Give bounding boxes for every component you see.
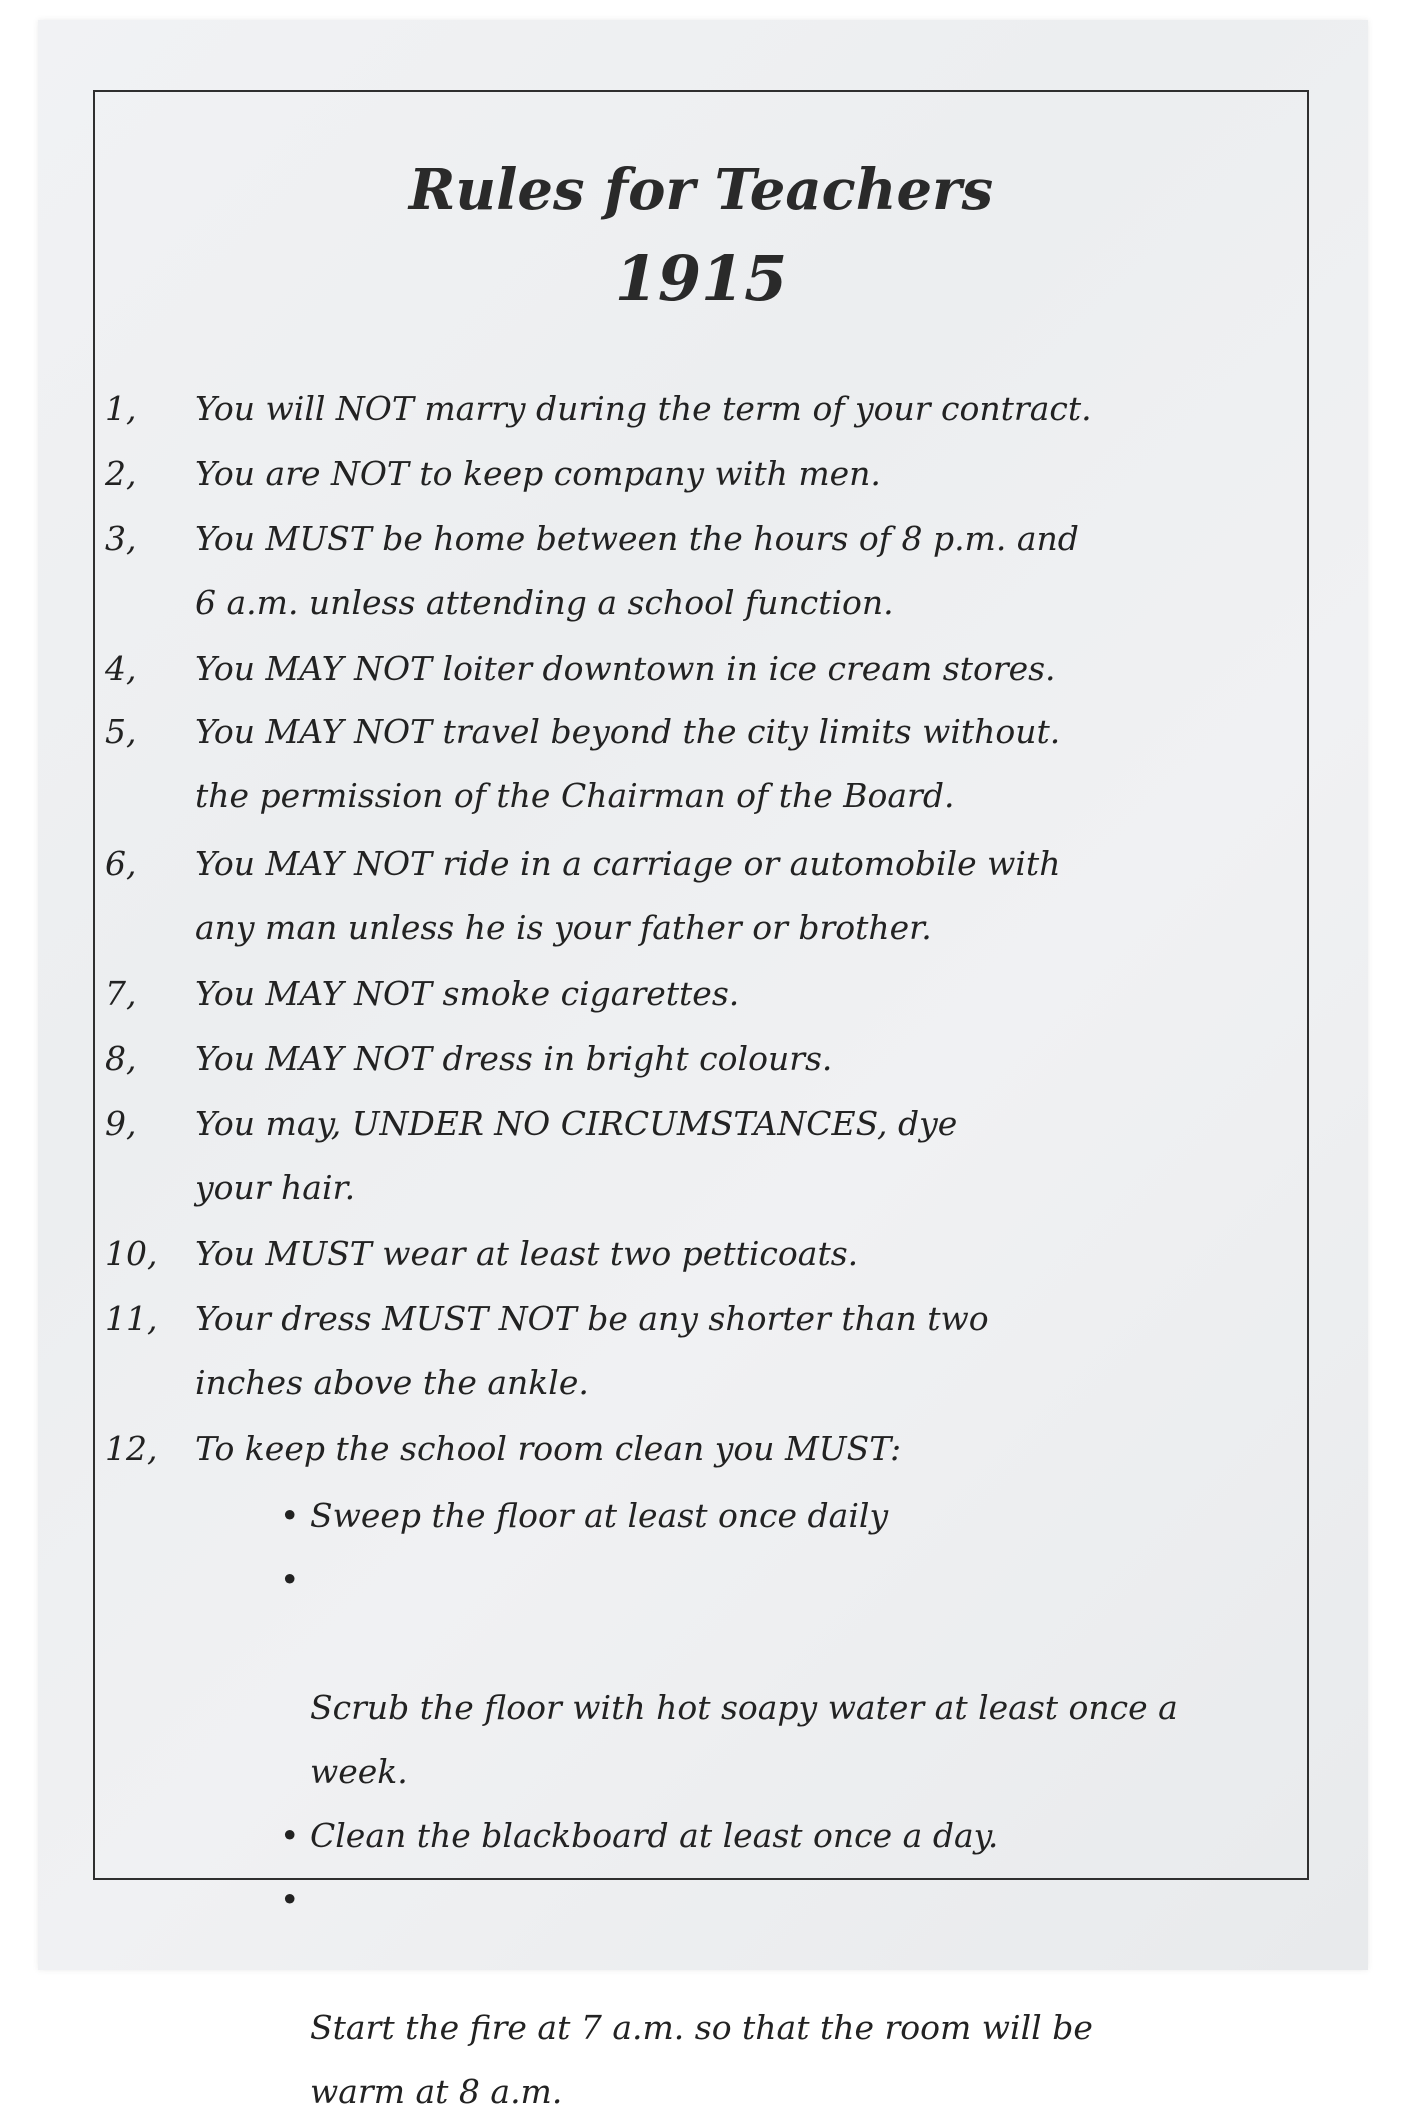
bullet-icon: • — [280, 1560, 300, 1599]
page-title: Rules for Teachers — [408, 157, 994, 223]
rule-number: 12, — [105, 1429, 158, 1468]
rule-text: You are NOT to keep company with men. — [195, 454, 881, 493]
bullet-text: Start the fire at 7 a.m. so that the room will be warm at 8 a.m. — [310, 2008, 1093, 2111]
rule-number: 9, — [105, 1104, 137, 1143]
rule-number: 7, — [105, 974, 137, 1013]
rule-text: Your dress MUST NOT be any shorter than two inches above the ankle. — [195, 1299, 989, 1402]
bullet-icon: • — [280, 1880, 300, 1919]
rule-text: You MAY NOT loiter downtown in ice cream stores. — [195, 649, 1056, 688]
year-heading: 1915 — [614, 242, 788, 315]
rule-number: 4, — [105, 649, 137, 688]
rule-text: To keep the school room clean you MUST: — [195, 1429, 902, 1468]
rule-number: 1, — [105, 389, 137, 428]
rule-number: 5, — [105, 712, 137, 751]
cleaning-duties-list — [280, 1484, 1280, 2124]
list-item — [280, 1548, 1280, 1804]
rule-number: 6, — [105, 844, 137, 883]
rule-number: 2, — [105, 454, 137, 493]
rule-text: You MUST wear at least two petticoats. — [195, 1234, 859, 1273]
rule-text: You MAY NOT smoke cigarettes. — [195, 974, 740, 1013]
border-frame — [93, 90, 1309, 2111]
rule-text: You MAY NOT travel beyond the city limits without. the permission of the Chairman of the Board. — [195, 712, 1061, 815]
list-item — [280, 1484, 1280, 1548]
bullet-text: Scrub the floor with hot soapy water at least once a week. — [310, 1688, 1178, 1791]
bullet-text: Clean the blackboard at least once a day. — [310, 1816, 999, 1855]
rule-text: You will NOT marry during the term of your contract. — [195, 389, 1092, 428]
paper-sheet — [38, 20, 1368, 2111]
rule-text: You MAY NOT dress in bright colours. — [195, 1039, 833, 1078]
list-item — [280, 1868, 1280, 2124]
rule-number: 8, — [105, 1039, 137, 1078]
bullet-text: Sweep the floor at least once daily — [310, 1496, 889, 1535]
bullet-icon: • — [280, 1496, 300, 1535]
bullet-icon: • — [280, 1816, 300, 1855]
rule-text: You MUST be home between the hours of 8 p.m. and 6 a.m. unless attending a school function. — [195, 519, 1079, 622]
rule-text: You may, UNDER NO CIRCUMSTANCES, dye your hair. — [195, 1104, 958, 1207]
rule-number: 10, — [105, 1234, 158, 1273]
list-item — [280, 1804, 1280, 1868]
rule-number: 3, — [105, 519, 137, 558]
rule-text: You MAY NOT ride in a carriage or automobile with any man unless he is your father or brother. — [195, 844, 1061, 947]
rule-number: 11, — [105, 1299, 158, 1338]
